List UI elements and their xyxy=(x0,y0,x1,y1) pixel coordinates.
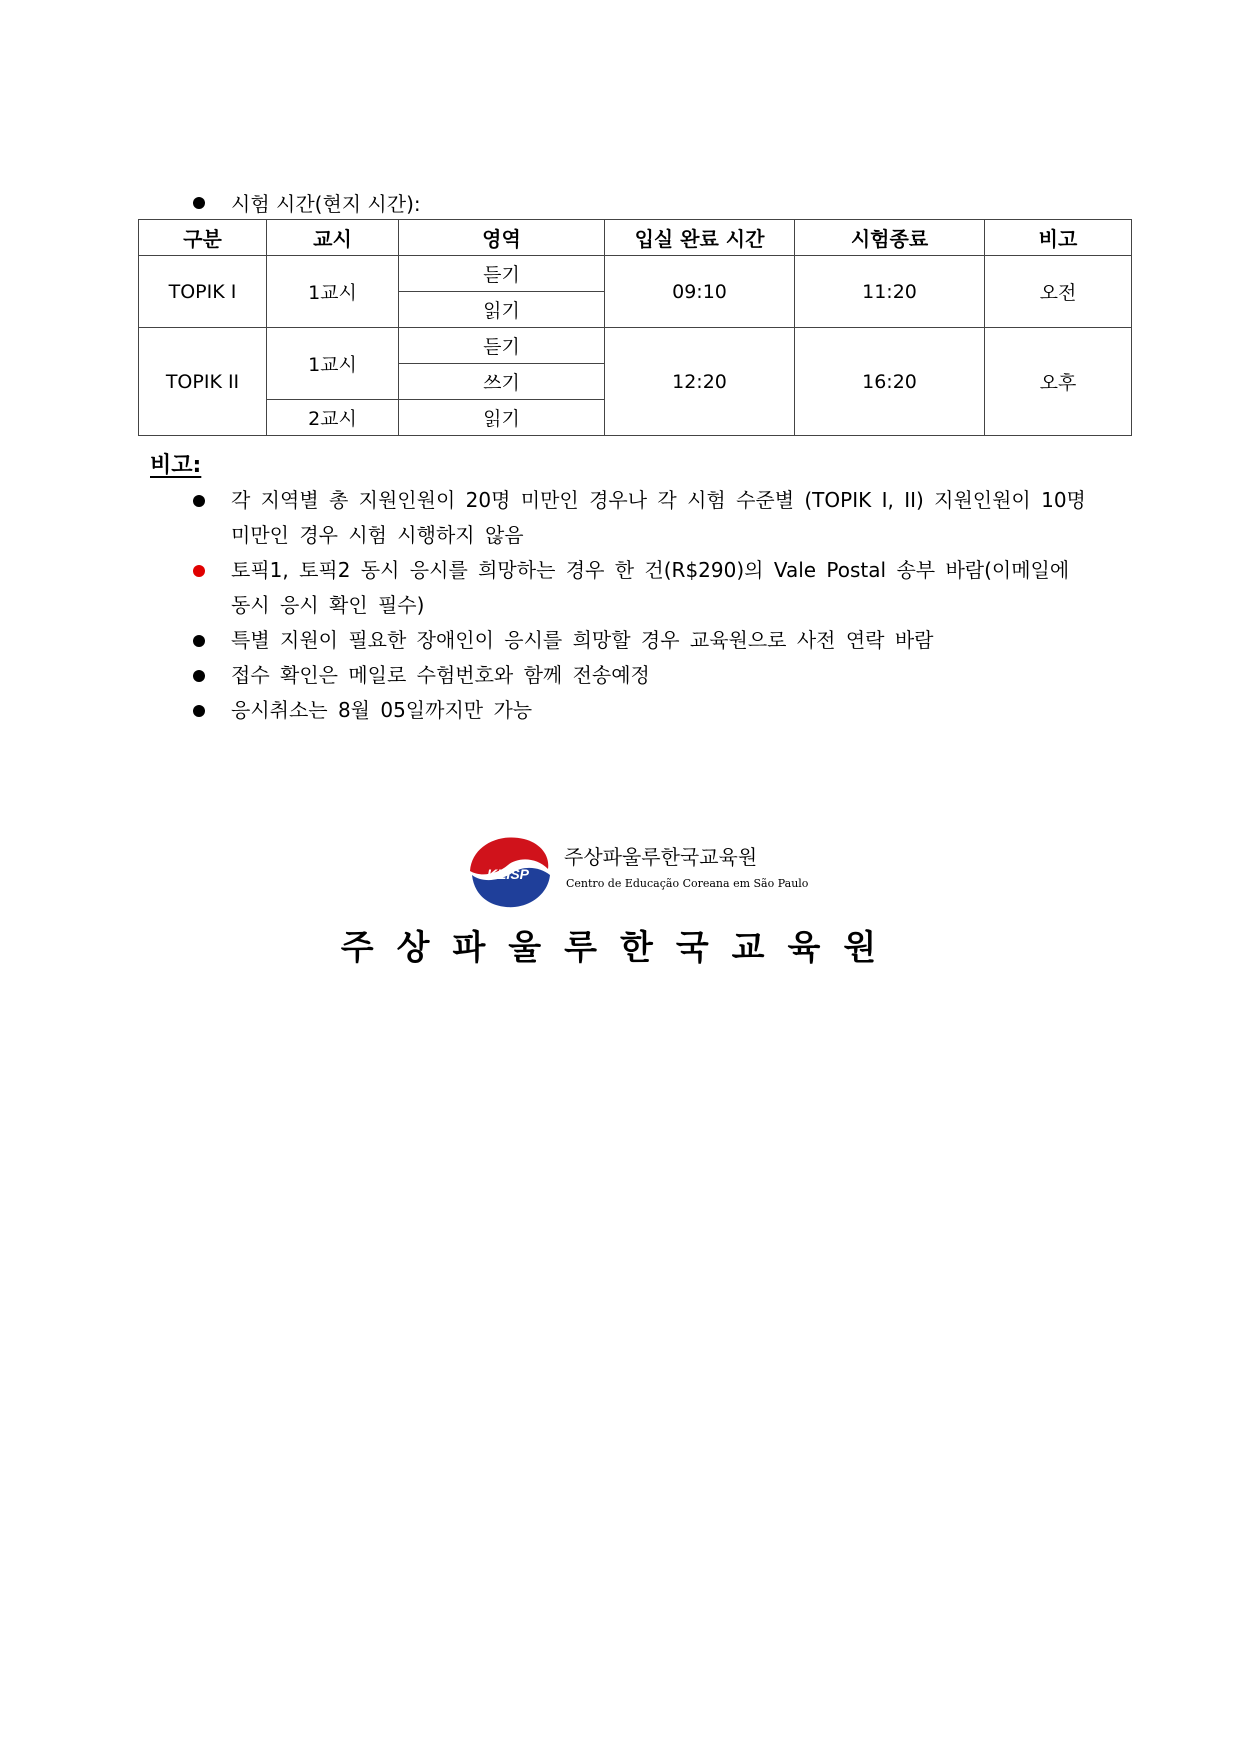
topik2-end-time: 16:20 xyxy=(795,328,985,436)
bullet-icon xyxy=(193,635,205,647)
list-item xyxy=(193,483,1093,553)
remarks-list xyxy=(193,483,1093,728)
logo-acronym: KEISP xyxy=(486,866,530,882)
header-period: 교시 xyxy=(267,220,399,256)
bullet-icon xyxy=(193,495,205,507)
topik2-period-1: 1교시 xyxy=(267,328,399,400)
remark-text: 토픽1, 토픽2 동시 응시를 희망하는 경우 한 건(R$290)의 Vale Postal 송부 바람(이메일에 동시 응시 확인 필수) xyxy=(231,558,1070,617)
list-item xyxy=(193,553,1093,623)
header-category: 구분 xyxy=(139,220,267,256)
remarks-title: 비고: xyxy=(150,453,202,478)
table-row xyxy=(139,256,1132,292)
topik1-area-reading: 읽기 xyxy=(399,292,605,328)
topik2-area-reading: 읽기 xyxy=(399,400,605,436)
header-end-time: 시험종료 xyxy=(795,220,985,256)
header-area: 영역 xyxy=(399,220,605,256)
table-header-row xyxy=(139,220,1132,256)
exam-time-heading xyxy=(193,188,421,217)
topik1-entry-time: 09:10 xyxy=(605,256,795,328)
bullet-icon xyxy=(193,705,205,717)
remark-text: 각 지역별 총 지원인원이 20명 미만인 경우나 각 시험 수준별 (TOPIK I, II) 지원인원이 10명 미만인 경우 시험 시행하지 않음 xyxy=(231,488,1086,547)
topik2-note: 오후 xyxy=(985,328,1132,436)
logo-name-korean: 주상파울루한국교육원 xyxy=(564,845,758,869)
topik1-area-listening: 듣기 xyxy=(399,256,605,292)
topik2-period-2: 2교시 xyxy=(267,400,399,436)
red-bullet-icon xyxy=(193,565,205,577)
header-note: 비고 xyxy=(985,220,1132,256)
remark-text: 응시취소는 8월 05일까지만 가능 xyxy=(231,698,533,722)
table-row xyxy=(139,328,1132,364)
topik1-level: TOPIK I xyxy=(139,256,267,328)
topik1-note: 오전 xyxy=(985,256,1132,328)
topik2-entry-time: 12:20 xyxy=(605,328,795,436)
list-item xyxy=(193,623,1093,658)
bullet-icon xyxy=(193,670,205,682)
topik2-level: TOPIK II xyxy=(139,328,267,436)
exam-schedule-table xyxy=(138,219,1132,436)
exam-time-label: 시험 시간(현지 시간): xyxy=(231,192,421,216)
topik2-area-listening: 듣기 xyxy=(399,328,605,364)
remark-text: 접수 확인은 메일로 수험번호와 함께 전송예정 xyxy=(231,663,650,687)
remark-text: 특별 지원이 필요한 장애인이 응시를 희망할 경우 교육원으로 사전 연락 바람 xyxy=(231,628,934,652)
topik1-end-time: 11:20 xyxy=(795,256,985,328)
keisp-logo xyxy=(466,833,809,911)
topik2-area-writing: 쓰기 xyxy=(399,364,605,400)
list-item xyxy=(193,658,1093,693)
organization-name: 주상파울루한국교육원 xyxy=(340,928,900,968)
taegeuk-logo-icon xyxy=(466,833,556,911)
bullet-icon xyxy=(193,197,205,209)
header-entry-time: 입실 완료 시간 xyxy=(605,220,795,256)
logo-name-portuguese: Centro de Educação Coreana em São Paulo xyxy=(566,877,809,890)
list-item xyxy=(193,693,1093,728)
topik1-period: 1교시 xyxy=(267,256,399,328)
